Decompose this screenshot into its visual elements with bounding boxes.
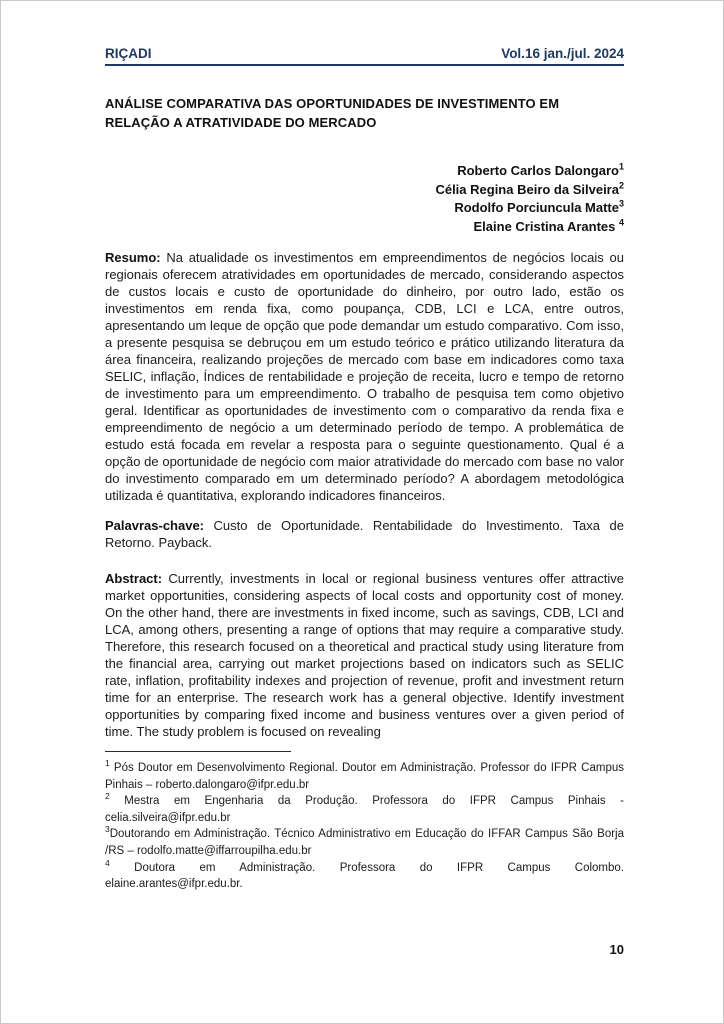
keywords-label: Palavras-chave: — [105, 518, 205, 533]
footnote-text-line: $^4$ Doutora em Administração. Professora do IFPR Campus Colombo. — [105, 857, 624, 874]
abstract-text: Currently, investments in local or regional business ventures offer attractive market opportunities, considering aspects of local costs and opportunity cost of money. On the other hand, there are investments in fixed income, such as savings, CDB, LCI and LCA, among others, presenting a range of options that may require a comparative study. Therefore, this research focused on a theoretical and practical study using literature from the financial area, carrying out market projections based on indicators such as SELIC rate, inflation, profitability indexes and projection of revenue, profit and investment return time for an enterprise. The research work has a general objective. Identify investment opportunities by comparing fixed income and business ventures over a given period of time. The study problem is focused on revealing — [105, 571, 624, 739]
footnote-number: 2 — [105, 791, 110, 802]
author-name: Célia Regina Beiro da Silveira — [435, 181, 619, 197]
footnote-email: elaine.arantes@ifpr.edu.br. — [105, 878, 243, 891]
footnote-4 — [105, 857, 624, 893]
author-footnote-ref: 4 — [618, 217, 624, 228]
abstract-label: Abstract: — [105, 571, 163, 586]
journal-name: RIÇADI — [105, 46, 152, 61]
abstract-paragraph — [105, 570, 624, 740]
footnote-3 — [105, 826, 624, 859]
author-footnote-ref: 1 — [618, 161, 624, 172]
journal-volume: Vol.16 jan./jul. 2024 — [501, 46, 624, 61]
footnote-1 — [105, 760, 624, 793]
footnote-number: 4 — [105, 857, 110, 868]
journal-header — [105, 46, 624, 66]
footnote-text: Doutorando em Administração. Técnico Administrativo em Educação do IFFAR Campus São Borja /RS – rodolfo.matte@iffarroupilha.edu.br — [105, 828, 624, 857]
footnote-text: Pós Doutor em Desenvolvimento Regional. Doutor em Administração. Professor do IFPR Campus Pinhais – roberto.dalongaro@ifpr.edu.br — [105, 762, 624, 791]
author-name: Elaine Cristina Arantes — [473, 218, 619, 234]
resumo-label: Resumo: — [105, 250, 161, 265]
author-name: Roberto Carlos Dalongaro — [457, 163, 619, 178]
page-number: 10 — [609, 942, 624, 957]
footnote-separator — [105, 751, 291, 752]
resumo-paragraph — [105, 249, 624, 504]
author-line — [105, 199, 624, 218]
footnote-number: 1 — [105, 758, 110, 769]
footnote-text-line: $^2$ Mestra em Engenharia da Produção. Professora do IFPR Campus Pinhais - — [105, 791, 624, 808]
authors-block — [105, 162, 624, 236]
author-footnote-ref: 3 — [618, 198, 624, 209]
footnote-number: 3 — [105, 824, 110, 835]
author-line — [105, 218, 624, 237]
author-footnote-ref: 2 — [618, 180, 624, 191]
footnotes-block — [105, 760, 624, 893]
resumo-text: Na atualidade os investimentos em empreendimentos de negócios locais ou regionais oferecem atratividades em oportunidades de mercado, considerando aspectos de custos locais e custo de oportunidade do dinheiro, por outro lado, estão os investimentos em renda fixa, como poupança, CDB, LCI e LCA, entre outros, apresentando um leque de opção que pode demandar um estudo comparativo. Com isso, a presente pesquisa se debruçou em um estudo teórico e prático utilizando literatura da área financeira, realizando projeções de mercado com base em indicadores como taxa SELIC, inflação, Índices de rentabilidade e projeção de receita, lucro e tempo de retorno de investimento para um empreendimento. O trabalho de pesquisa tem como objetivo geral. Identificar as oportunidades de investimento com o comparativo da renda fixa e empreendimento de negócio a um determinado período de tempo. A problemática de estudo está focada em revelar a resposta para o seguinte questionamento. Qual é a opção de oportunidade de negócio com maior atratividade do mercado com base no valor do investimento comparado em um determinado período? A abordagem metodológica utilizada é quantitativa, explorando indicadores financeiros. — [105, 250, 624, 503]
author-line — [105, 181, 624, 200]
footnote-email: celia.silveira@ifpr.edu.br — [105, 811, 231, 824]
article-title: ANÁLISE COMPARATIVA DAS OPORTUNIDADES DE INVESTIMENTO EM RELAÇÃO A ATRATIVIDADE DO MERCADO — [105, 96, 560, 130]
footnote-2 — [105, 793, 624, 826]
keywords-text: Custo de Oportunidade. Rentabilidade do Investimento. Taxa de Retorno. Payback. — [105, 518, 624, 550]
keywords-paragraph — [105, 517, 624, 551]
author-name: Rodolfo Porciuncula Matte — [454, 200, 619, 215]
author-line — [105, 162, 624, 181]
